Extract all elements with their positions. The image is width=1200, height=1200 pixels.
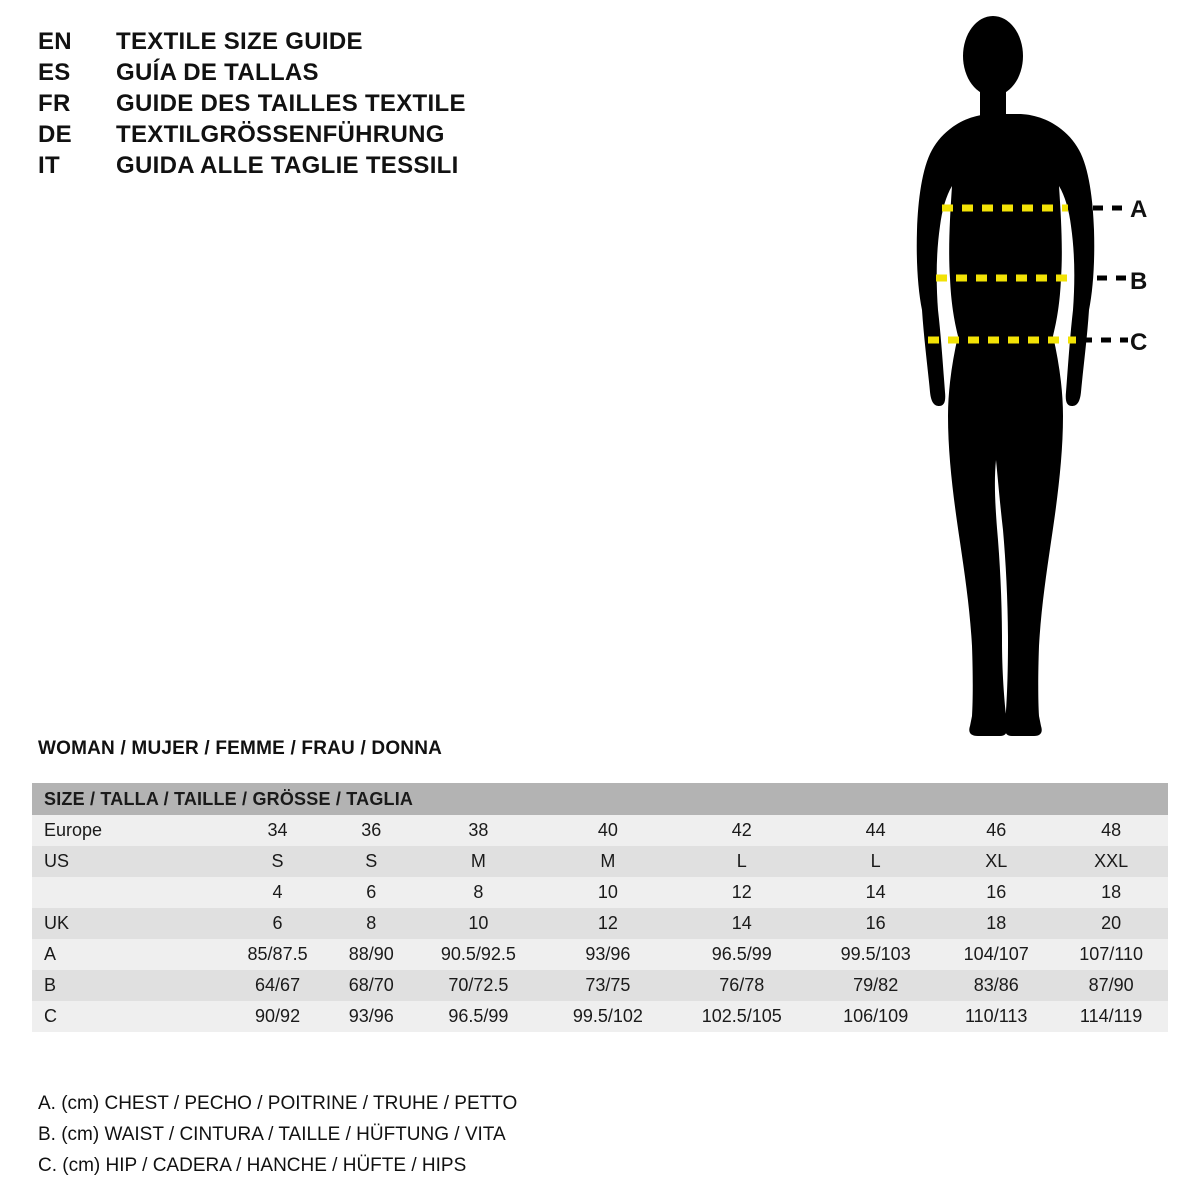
table-row xyxy=(32,939,1168,970)
row-label-b: B xyxy=(32,970,224,1001)
legend-line-a: A. (cm) CHEST / PECHO / POITRINE / TRUHE / PETTO xyxy=(38,1093,518,1114)
cell-us-2: M xyxy=(411,846,545,877)
cell-a-6: 104/107 xyxy=(938,939,1054,970)
cell-usnum-2: 8 xyxy=(411,877,545,908)
language-code-it: IT xyxy=(38,152,60,179)
section-title: WOMAN / MUJER / FEMME / FRAU / DONNA xyxy=(38,738,443,759)
cell-usnum-6: 16 xyxy=(938,877,1054,908)
row-label-europe: Europe xyxy=(32,815,224,846)
cell-usnum-7: 18 xyxy=(1054,877,1168,908)
cell-uk-5: 16 xyxy=(813,908,938,939)
cell-c-2: 96.5/99 xyxy=(411,1001,545,1032)
cell-b-5: 79/82 xyxy=(813,970,938,1001)
language-title-es: GUÍA DE TALLAS xyxy=(116,59,319,86)
cell-uk-7: 20 xyxy=(1054,908,1168,939)
cell-c-5: 106/109 xyxy=(813,1001,938,1032)
cell-a-1: 88/90 xyxy=(331,939,411,970)
legend-line-b: B. (cm) WAIST / CINTURA / TAILLE / HÜFTUNG / VITA xyxy=(38,1124,506,1145)
cell-europe-1: 36 xyxy=(331,815,411,846)
language-title-it: GUIDA ALLE TAGLIE TESSILI xyxy=(116,152,459,179)
cell-c-7: 114/119 xyxy=(1054,1001,1168,1032)
cell-b-2: 70/72.5 xyxy=(411,970,545,1001)
table-row xyxy=(32,1001,1168,1032)
cell-usnum-5: 14 xyxy=(813,877,938,908)
table-header-row xyxy=(32,783,1168,815)
cell-us-0: S xyxy=(224,846,331,877)
row-label-a: A xyxy=(32,939,224,970)
language-code-en: EN xyxy=(38,28,72,55)
cell-us-3: M xyxy=(545,846,670,877)
cell-uk-0: 6 xyxy=(224,908,331,939)
cell-uk-4: 14 xyxy=(670,908,813,939)
language-row-it xyxy=(38,152,658,183)
table-row xyxy=(32,846,1168,877)
language-code-de: DE xyxy=(38,121,72,148)
language-titles xyxy=(38,28,658,183)
language-row-es xyxy=(38,59,658,90)
cell-c-1: 93/96 xyxy=(331,1001,411,1032)
cell-us-7: XXL xyxy=(1054,846,1168,877)
language-code-es: ES xyxy=(38,59,71,86)
marker-label-a: A xyxy=(1130,196,1148,223)
table-row xyxy=(32,970,1168,1001)
table-row xyxy=(32,877,1168,908)
cell-a-2: 90.5/92.5 xyxy=(411,939,545,970)
cell-uk-3: 12 xyxy=(545,908,670,939)
cell-usnum-1: 6 xyxy=(331,877,411,908)
size-table xyxy=(32,783,1168,1032)
measurement-legend xyxy=(38,1088,738,1181)
cell-europe-4: 42 xyxy=(670,815,813,846)
cell-b-0: 64/67 xyxy=(224,970,331,1001)
cell-uk-2: 10 xyxy=(411,908,545,939)
row-label-us-numeric xyxy=(32,877,224,908)
cell-b-6: 83/86 xyxy=(938,970,1054,1001)
table-row xyxy=(32,908,1168,939)
cell-a-0: 85/87.5 xyxy=(224,939,331,970)
row-label-uk: UK xyxy=(32,908,224,939)
cell-us-5: L xyxy=(813,846,938,877)
language-row-fr xyxy=(38,90,658,121)
cell-europe-0: 34 xyxy=(224,815,331,846)
cell-a-7: 107/110 xyxy=(1054,939,1168,970)
cell-us-1: S xyxy=(331,846,411,877)
cell-us-4: L xyxy=(670,846,813,877)
table-header-cell: SIZE / TALLA / TAILLE / GRÖSSE / TAGLIA xyxy=(32,783,1168,815)
row-label-c: C xyxy=(32,1001,224,1032)
table-row xyxy=(32,815,1168,846)
cell-c-3: 99.5/102 xyxy=(545,1001,670,1032)
cell-europe-2: 38 xyxy=(411,815,545,846)
legend-line-c: C. (cm) HIP / CADERA / HANCHE / HÜFTE / HIPS xyxy=(38,1155,467,1176)
cell-uk-6: 18 xyxy=(938,908,1054,939)
language-title-fr: GUIDE DES TAILLES TEXTILE xyxy=(116,90,466,117)
row-label-us: US xyxy=(32,846,224,877)
language-code-fr: FR xyxy=(38,90,71,117)
cell-usnum-3: 10 xyxy=(545,877,670,908)
cell-us-6: XL xyxy=(938,846,1054,877)
language-row-en xyxy=(38,28,658,59)
cell-c-6: 110/113 xyxy=(938,1001,1054,1032)
cell-usnum-0: 4 xyxy=(224,877,331,908)
cell-a-3: 93/96 xyxy=(545,939,670,970)
cell-a-4: 96.5/99 xyxy=(670,939,813,970)
cell-c-4: 102.5/105 xyxy=(670,1001,813,1032)
language-title-de: TEXTILGRÖSSENFÜHRUNG xyxy=(116,121,445,148)
cell-b-1: 68/70 xyxy=(331,970,411,1001)
cell-uk-1: 8 xyxy=(331,908,411,939)
cell-b-3: 73/75 xyxy=(545,970,670,1001)
cell-a-5: 99.5/103 xyxy=(813,939,938,970)
cell-usnum-4: 12 xyxy=(670,877,813,908)
marker-label-c: C xyxy=(1130,329,1148,356)
cell-europe-5: 44 xyxy=(813,815,938,846)
cell-europe-3: 40 xyxy=(545,815,670,846)
cell-c-0: 90/92 xyxy=(224,1001,331,1032)
silhouette-icon xyxy=(860,10,1190,750)
language-title-en: TEXTILE SIZE GUIDE xyxy=(116,28,363,55)
marker-label-b: B xyxy=(1130,268,1148,295)
cell-europe-6: 46 xyxy=(938,815,1054,846)
female-silhouette-figure xyxy=(860,10,1190,750)
language-row-de xyxy=(38,121,658,152)
cell-b-4: 76/78 xyxy=(670,970,813,1001)
cell-b-7: 87/90 xyxy=(1054,970,1168,1001)
cell-europe-7: 48 xyxy=(1054,815,1168,846)
